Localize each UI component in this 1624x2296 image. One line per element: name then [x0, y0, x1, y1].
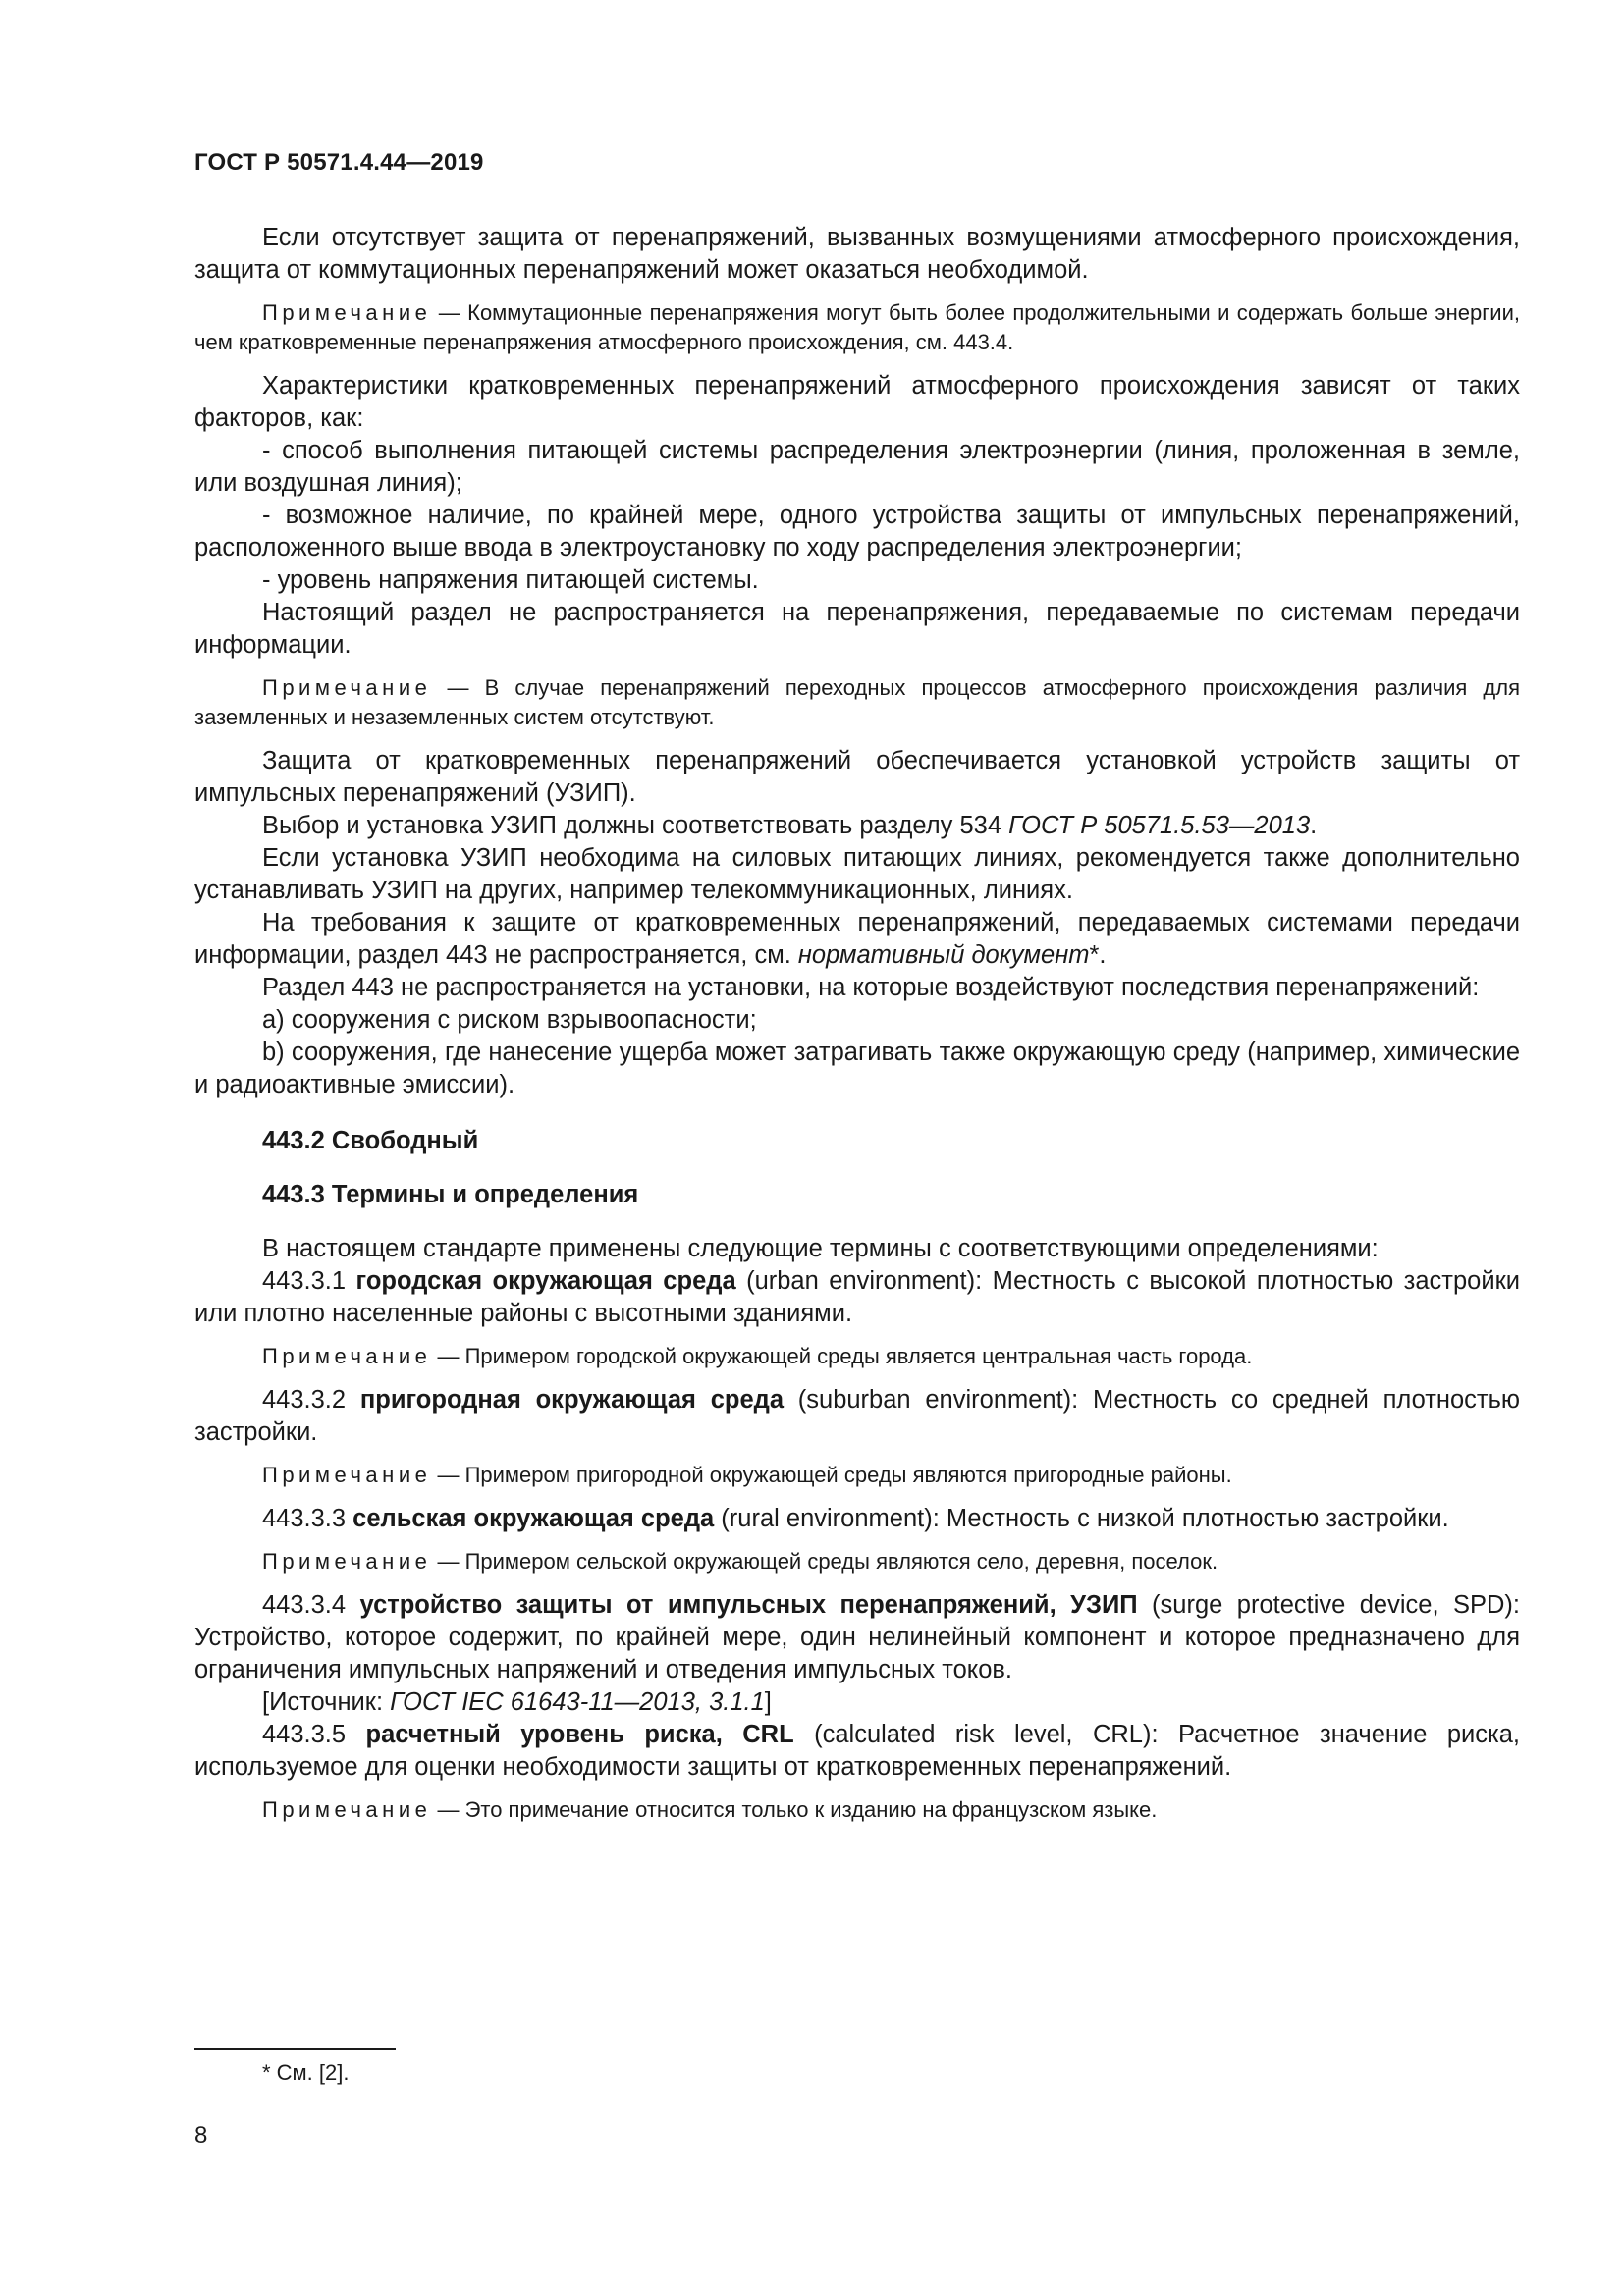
note	[194, 1461, 1520, 1490]
term-text: (calculated risk level, CRL): Расчетное значение риска, используемое для оценки необходимости защиты от кратковременных перенапряжений.	[194, 1721, 1520, 1781]
note-label: Примечание	[262, 675, 432, 700]
paragraph: Раздел 443 не распространяется на установки, на которые воздействуют последствия перенапряжений:	[262, 974, 1480, 1001]
note-text: — Коммутационные перенапряжения могут быть более продолжительными и содержать больше энергии, чем кратковременные перенапряжения атмосферного происхождения, см. 443.4.	[194, 300, 1520, 354]
note-text: — Это примечание относится только к изданию на французском языке.	[431, 1797, 1158, 1822]
term-text: (urban environment): Местность с высокой плотностью застройки или плотно населенные районы с высотными зданиями.	[194, 1267, 1520, 1327]
note-label: Примечание	[262, 1797, 432, 1822]
term-definition	[194, 1719, 1520, 1784]
document-body	[194, 222, 1520, 1825]
note-text: — Примером пригородной окружающей среды являются пригородные районы.	[431, 1463, 1232, 1487]
list-item: b) сооружения, где нанесение ущерба может затрагивать также окружающую среду (например, химические и радиоактивные эмиссии).	[194, 1039, 1520, 1098]
note	[194, 298, 1520, 357]
document-header: ГОСТ Р 50571.4.44—2019	[194, 149, 484, 176]
paragraph: В настоящем стандарте применены следующие термины с соответствующими определениями:	[262, 1235, 1379, 1262]
note	[194, 1547, 1520, 1576]
text-run: На требования к защите от кратковременных перенапряжений, передаваемых системами передачи информации, раздел 443 не распространяется, см.	[194, 909, 1520, 969]
page-number: 8	[194, 2122, 208, 2149]
section-heading: 443.2 Свободный	[262, 1127, 479, 1154]
paragraph: Если установка УЗИП необходима на силовых питающих линиях, рекомендуется также дополнительно устанавливать УЗИП на других, например телекоммуникационных, линиях.	[194, 844, 1520, 904]
note-text: — В случае перенапряжений переходных процессов атмосферного происхождения различия для заземленных и незаземленных систем отсутствуют.	[194, 675, 1520, 729]
term: расчетный уровень риска, CRL	[365, 1721, 794, 1748]
paragraph	[194, 810, 1520, 842]
note	[194, 1342, 1520, 1371]
term-text: (rural environment): Местность с низкой плотностью застройки.	[714, 1505, 1449, 1532]
paragraph: Характеристики кратковременных перенапряжений атмосферного происхождения зависят от таких факторов, как:	[194, 372, 1520, 432]
reference: ГОСТ Р 50571.5.53—2013	[1008, 812, 1311, 839]
term-number: 443.3.5	[262, 1721, 366, 1748]
note-label: Примечание	[262, 1463, 432, 1487]
note	[194, 673, 1520, 732]
term-number: 443.3.2	[262, 1386, 360, 1414]
term-definition	[194, 1589, 1520, 1686]
paragraph: Настоящий раздел не распространяется на перенапряжения, передаваемые по системам передачи информации.	[194, 599, 1520, 659]
note	[194, 1795, 1520, 1825]
text-run: Выбор и установка УЗИП должны соответствовать разделу 534	[262, 812, 1009, 839]
term-number: 443.3.3	[262, 1505, 353, 1532]
reference: ГОСТ IEC 61643-11—2013, 3.1.1	[390, 1688, 765, 1716]
term: пригородная окружающая среда	[359, 1386, 784, 1414]
list-item: - возможное наличие, по крайней мере, одного устройства защиты от импульсных перенапряжений, расположенного выше ввода в электроустановку по ходу распределения электроэнергии;	[194, 502, 1520, 561]
text-run: .	[1310, 812, 1318, 839]
text-run: ]	[764, 1688, 772, 1716]
term: сельская окружающая среда	[352, 1505, 715, 1532]
term-definition	[194, 1503, 1520, 1535]
note-label: Примечание	[262, 300, 432, 325]
paragraph: Если отсутствует защита от перенапряжений, вызванных возмущениями атмосферного происхождения, защита от коммутационных перенапряжений может оказаться необходимой.	[194, 224, 1520, 284]
note-label: Примечание	[262, 1344, 432, 1368]
source-reference	[194, 1686, 1520, 1719]
paragraph: Защита от кратковременных перенапряжений обеспечивается установкой устройств защиты от импульсных перенапряжений (УЗИП).	[194, 747, 1520, 807]
term-number: 443.3.4	[262, 1591, 360, 1619]
term-text: (suburban environment): Местность со средней плотностью застройки.	[194, 1386, 1520, 1446]
term: устройство защиты от импульсных перенапряжений, УЗИП	[359, 1591, 1138, 1619]
term-definition	[194, 1265, 1520, 1330]
text-run: [Источник:	[262, 1688, 391, 1716]
note-label: Примечание	[262, 1549, 432, 1574]
note-text: — Примером городской окружающей среды является центральная часть города.	[431, 1344, 1253, 1368]
reference: нормативный документ	[797, 941, 1090, 969]
note-text: — Примером сельской окружающей среды являются село, деревня, поселок.	[431, 1549, 1218, 1574]
term-text: (surge protective device, SPD): Устройство, которое содержит, по крайней мере, один нелинейный компонент и которое предназначено для ограничения импульсных напряжений и отведения импульсных токов.	[194, 1591, 1520, 1683]
footnote: * См. [2].	[262, 2060, 350, 2085]
footnote-divider	[194, 2048, 396, 2050]
paragraph	[194, 907, 1520, 972]
list-item: - способ выполнения питающей системы распределения электроэнергии (линия, проложенная в земле, или воздушная линия);	[194, 437, 1520, 497]
list-item: - уровень напряжения питающей системы.	[262, 566, 759, 594]
term-number: 443.3.1	[262, 1267, 356, 1295]
text-run: *.	[1089, 941, 1107, 969]
list-item: a) сооружения с риском взрывоопасности;	[262, 1006, 757, 1034]
term: городская окружающая среда	[355, 1267, 736, 1295]
term-definition	[194, 1384, 1520, 1449]
section-heading: 443.3 Термины и определения	[262, 1181, 639, 1208]
